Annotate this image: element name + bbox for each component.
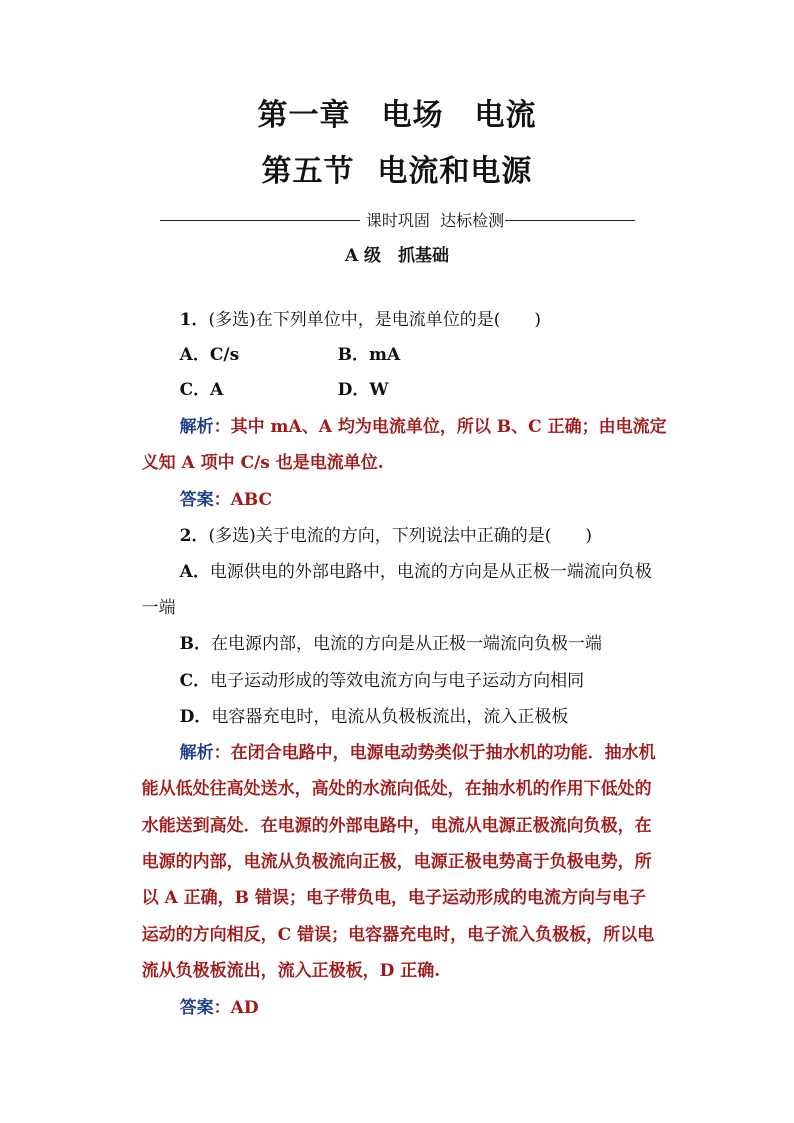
option-key: D． — [337, 380, 370, 400]
option-key: A． — [179, 562, 210, 582]
analysis-text: ：在闭合电路中，电源电动势类似于抽水机的功能．抽水机 — [213, 743, 656, 763]
option-text: 电容器充电时，电流从负极板流出，流入正极板 — [211, 707, 569, 727]
option-text: A — [210, 380, 224, 400]
option-text: 电源供电的外部电路中，电流的方向是从正极一端流向负极 — [209, 562, 652, 582]
option-key: C． — [179, 380, 211, 400]
analysis-text: 运动的方向相反，C 错误；电容器充电时，电子流入负极板，所以电 — [141, 925, 655, 945]
analysis-text: 电源的内部，电流从负极流向正极，电源正极电势高于负极电势，所 — [141, 852, 652, 872]
answer-value: ：AD — [213, 998, 259, 1018]
question-number: 2． — [179, 526, 209, 546]
banner-rule-right — [505, 220, 635, 221]
section-banner — [160, 209, 635, 233]
chapter-title: 第一章 电场 电流 — [257, 98, 537, 133]
option-text: 电子运动形成的等效电流方向与电子运动方向相同 — [210, 671, 585, 691]
option-key: D． — [179, 707, 212, 727]
banner-rule-left — [160, 220, 360, 221]
option-key: B． — [337, 345, 369, 365]
option-text: C/s — [209, 345, 240, 365]
answer-label: 答案 — [179, 998, 214, 1018]
analysis-text: 水能送到高处．在电源的外部电路中，电流从电源正极流向负极，在 — [141, 816, 652, 836]
answer-label: 答案 — [179, 490, 214, 510]
analysis-text: 以 A 正确，B 错误；电子带负电，电子运动形成的电流方向与电子 — [141, 888, 646, 908]
analysis-label: 解析 — [179, 743, 214, 763]
banner-label: 课时巩固 达标检测 — [365, 211, 505, 230]
question-stem-text: (多选)关于电流的方向，下列说法中正确的是( ) — [208, 526, 592, 546]
question-number: 1． — [179, 310, 209, 330]
question-2-option-a — [158, 533, 652, 611]
analysis-text: 能从低处往高处送水，高处的水流向低处，在抽水机的作用下低处的 — [141, 779, 652, 799]
option-text: 在电源内部，电流的方向是从正极一端流向负极一端 — [211, 634, 602, 654]
question-stem-text: (多选)在下列单位中，是电流单位的是( ) — [208, 310, 541, 330]
option-key: B． — [179, 634, 211, 654]
option-key: A． — [179, 345, 210, 365]
analysis-label: 解析 — [179, 417, 214, 437]
level-heading: A 级 抓基础 — [344, 246, 450, 266]
section-title: 第五节 电流和电源 — [261, 154, 533, 189]
option-text-continued: 一端 — [141, 598, 176, 618]
analysis-text: 义知 A 项中 C/s 也是电流单位. — [141, 453, 384, 473]
analysis-text: 流从负极板流出，流入正极板，D 正确. — [141, 961, 441, 981]
question-2-answer — [158, 969, 259, 1047]
option-key: C． — [179, 671, 211, 691]
option-text: W — [369, 380, 389, 400]
analysis-text: ：其中 mA、A 均为电流单位，所以 B、C 正确；由电流定 — [213, 417, 667, 437]
answer-value: ：ABC — [213, 490, 273, 510]
option-text: mA — [369, 345, 401, 365]
